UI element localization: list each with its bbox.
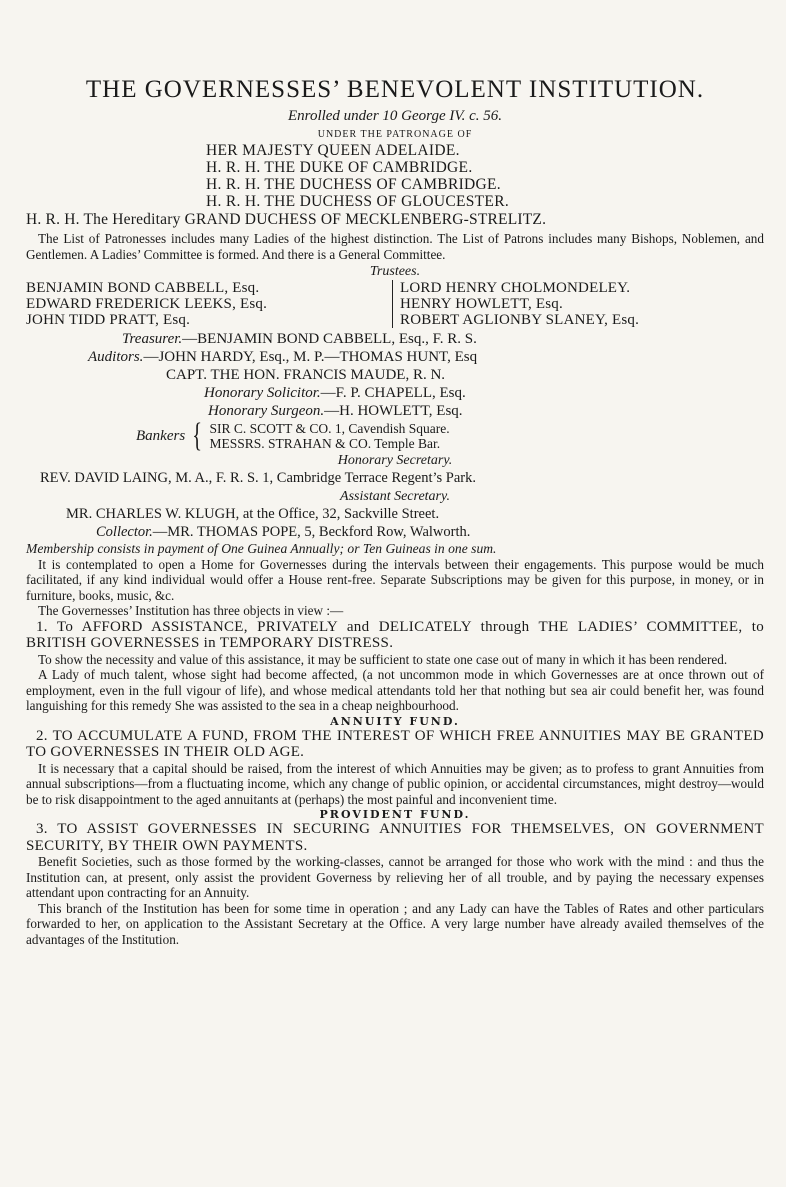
- patron-item: H. R. H. THE DUCHESS OF CAMBRIDGE.: [206, 176, 501, 193]
- brace-icon: {: [192, 417, 203, 454]
- trustee-name: EDWARD FREDERICK LEEKS, Esq.: [26, 296, 268, 312]
- asst-secretary-line: MR. CHARLES W. KLUGH, at the Office, 32, Sackville Street.: [66, 506, 440, 522]
- auditors-value: —JOHN HARDY, Esq., M. P.—THOMAS HUNT, Esq: [143, 349, 478, 365]
- auditors-line: [88, 348, 764, 366]
- collector-label: Collector.: [96, 524, 153, 540]
- trustee-name: HENRY HOWLETT, Esq.: [400, 296, 563, 312]
- trustee-name: LORD HENRY CHOLMONDELEY.: [400, 280, 631, 296]
- patron-grand-duchess: H. R. H. The Hereditary GRAND DUCHESS OF MECKLENBERG-STRELITZ.: [26, 211, 547, 228]
- asst-secretary-heading: Assistant Secretary.: [340, 489, 450, 504]
- enrolled-line: Enrolled under 10 George IV. c. 56.: [288, 108, 502, 124]
- trustee-name: JOHN TIDD PRATT, Esq.: [26, 312, 191, 328]
- surgeon-label: Honorary Surgeon.: [208, 403, 325, 419]
- object-1-heading: 1. To AFFORD ASSISTANCE, PRIVATELY and DELICATELY through THE LADIES’ COMMITTEE, to BRITISH GOVERNESSES in TEMPORARY DISTRESS.: [26, 618, 764, 651]
- patron-item: H. R. H. THE DUCHESS OF GLOUCESTER.: [206, 193, 510, 210]
- annuity-fund-heading: ANNUITY FUND.: [330, 714, 460, 728]
- bankers-block: [136, 417, 764, 454]
- object-2-paragraph: It is necessary that a capital should be raised, from the interest of which Annuities may be given; as to profess to grant Annuities from annual subscriptions—from a fluctuating income, which any change of public opinion, or accidental circumstances, might destroy—would be to risk disappointment to the aged annuitants at (perhaps) the most painful and inconvenient time.: [26, 760, 764, 807]
- page-title: THE GOVERNESSES’ BENEVOLENT INSTITUTION.: [85, 76, 705, 103]
- banker-item: SIR C. SCOTT & CO. 1, Cavendish Square.: [209, 421, 450, 436]
- trustees-table: [26, 280, 764, 328]
- solicitor-label: Honorary Solicitor.: [204, 385, 321, 401]
- trustees-left-column: [26, 280, 392, 328]
- hon-secretary-heading: Honorary Secretary.: [337, 453, 453, 468]
- banker-item: MESSRS. STRAHAN & CO. Temple Bar.: [209, 436, 441, 451]
- trustee-name: ROBERT AGLIONBY SLANEY, Esq.: [400, 312, 640, 328]
- object-2-heading: 2. TO ACCUMULATE A FUND, FROM THE INTEREST OF WHICH FREE ANNUITIES MAY BE GRANTED TO GOVERNESSES IN THEIR OLD AGE.: [26, 727, 764, 760]
- treasurer-label: Treasurer.: [122, 331, 183, 347]
- trustees-heading: Trustees.: [369, 264, 421, 279]
- object-3-paragraph-2: This branch of the Institution has been for some time in operation ; and any Lady can have the Tables of Rates and other particulars forwarded to her, on application to the Assistant Secretary at the Office. A very large number have already availed themselves of the advantages of the Institution.: [26, 900, 764, 947]
- home-paragraph: It is contemplated to open a Home for Governesses during the intervals between their engagements. This purpose would be much facilitated, if any kind individual would offer a House rent-free. Separate Subscriptions may be given for this purpose, in money, or in furniture, books, music, &c.: [26, 556, 764, 603]
- object-3-paragraph-1: Benefit Societies, such as those formed by the working-classes, cannot be arranged for those who work with the mind : and thus the Institution can, at present, only assist the provident Governess by relieving her of all trouble, and by paying the necessary expenses attendant upon contracting for an Annuity.: [26, 854, 764, 900]
- patron-item: HER MAJESTY QUEEN ADELAIDE.: [206, 142, 460, 159]
- collector-value: —MR. THOMAS POPE, 5, Beckford Row, Walworth.: [152, 524, 471, 540]
- auditors-label: Auditors.: [88, 349, 144, 365]
- auditors-line-2: CAPT. THE HON. FRANCIS MAUDE, R. N.: [166, 367, 446, 383]
- hon-secretary-line: REV. DAVID LAING, M. A., F. R. S. 1, Cambridge Terrace Regent’s Park.: [40, 470, 477, 486]
- patronesses-paragraph: The List of Patronesses includes many Ladies of the highest distinction. The List of Patrons includes many Bishops, Noblemen, and Gentlemen. A Ladies’ Committee is formed. And there is a General Committee.: [26, 231, 764, 262]
- patron-item: H. R. H. THE DUKE OF CAMBRIDGE.: [206, 159, 473, 176]
- bankers-list: [209, 421, 449, 451]
- patronage-heading: UNDER THE PATRONAGE OF: [317, 129, 473, 140]
- object-1-paragraph-2: A Lady of much talent, whose sight had become affected, (a not uncommon mode in which Governesses are at once thrown out of employment, even in the full vigour of life), and whose medical attendants told her that nothing but sea air could benefit her, was found languishing for this remedy She was assisted to the sea in a cheap neighbourhood.: [26, 667, 764, 713]
- bankers-label: Bankers: [136, 427, 186, 444]
- object-3-heading: 3. TO ASSIST GOVERNESSES IN SECURING ANNUITIES FOR THEMSELVES, ON GOVERNMENT SECURITY, BY THEIR OWN PAYMENTS.: [26, 821, 764, 854]
- solicitor-value: —F. P. CHAPELL, Esq.: [320, 385, 466, 401]
- trustees-right-column: [392, 280, 764, 328]
- patrons-list: [206, 142, 764, 210]
- provident-fund-heading: PROVIDENT FUND.: [319, 808, 471, 821]
- surgeon-value: —H. HOWLETT, Esq.: [324, 403, 463, 419]
- trustee-name: BENJAMIN BOND CABBELL, Esq.: [26, 280, 260, 296]
- object-1-paragraph-1: To show the necessity and value of this assistance, it may be sufficient to state one case out of many in which it has been rendered.: [38, 651, 728, 667]
- solicitor-line: [204, 384, 764, 402]
- collector-line: [96, 523, 764, 541]
- membership-line: Membership consists in payment of One Guinea Annually; or Ten Guineas in one sum.: [26, 541, 497, 556]
- objects-intro: The Governesses’ Institution has three objects in view :—: [38, 603, 344, 618]
- surgeon-line: [208, 402, 764, 420]
- treasurer-line: [122, 330, 764, 348]
- treasurer-value: —BENJAMIN BOND CABBELL, Esq., F. R. S.: [182, 331, 477, 347]
